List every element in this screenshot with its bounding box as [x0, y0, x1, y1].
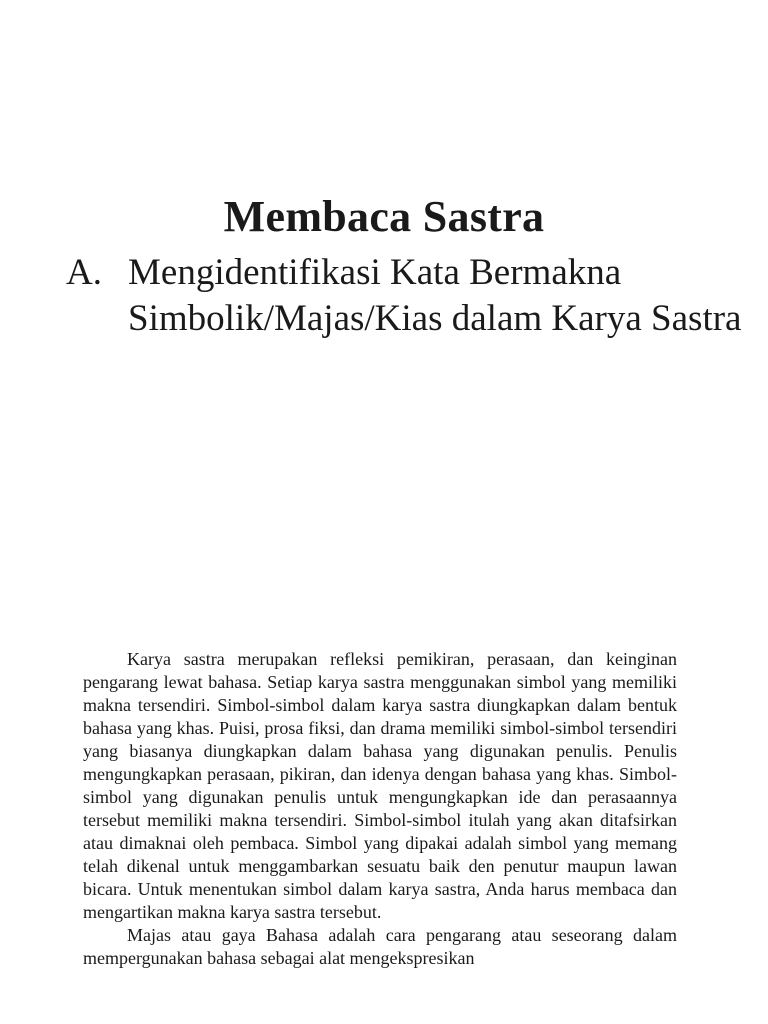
section-title: Mengidentifikasi Kata Bermakna Simbolik/Majas/Kias dalam Karya Sastra	[128, 252, 742, 339]
section-marker: A.	[66, 252, 102, 293]
body-text	[83, 648, 677, 970]
paragraph: Karya sastra merupakan refleksi pemikiran, perasaan, dan keinginan pengarang lewat bahasa. Setiap karya sastra menggunakan simbol yang memiliki makna tersendiri. Simbol-simbol dalam karya sastra diungkapkan dalam bentuk bahasa yang khas. Puisi, prosa fiksi, dan drama memiliki simbol-simbol tersendiri yang biasanya diungkapkan dalam bahasa yang digunakan penulis. Penulis mengungkapkan perasaan, pikiran, dan idenya dengan bahasa yang khas. Simbol-simbol yang digunakan penulis untuk mengungkapkan ide dan perasaannya tersebut memiliki makna tersendiri. Simbol-simbol itulah yang akan ditafsirkan atau dimaknai oleh pembaca. Simbol yang dipakai adalah simbol yang memang telah dikenal untuk menggambarkan sesuatu baik den penutur maupun lawan bicara. Untuk menentukan simbol dalam karya sastra, Anda harus membaca dan mengartikan makna karya sastra tersebut.	[83, 649, 677, 922]
paragraph: Majas atau gaya Bahasa adalah cara pengarang atau seseorang dalam mempergunakan bahasa sebagai alat mengekspresikan	[83, 925, 677, 968]
chapter-title: Membaca Sastra	[223, 192, 545, 241]
section-heading	[66, 250, 746, 342]
